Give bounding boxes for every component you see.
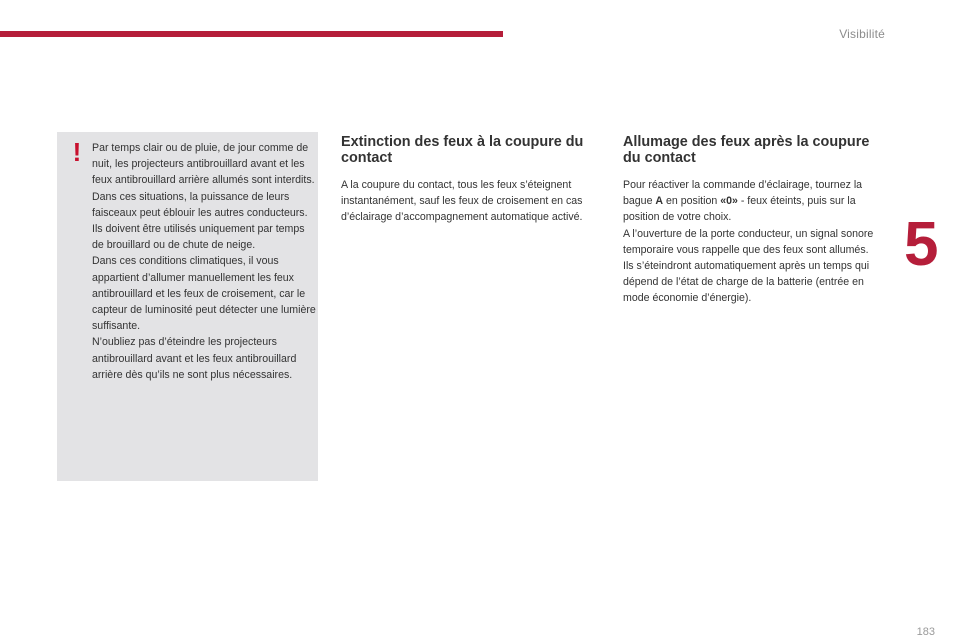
exclamation-icon: ! <box>72 137 82 167</box>
allumage-text: - feux éteints, puis sur la position de votre choix. <box>623 195 856 224</box>
section-title: Visibilité <box>839 27 885 41</box>
allumage-paragraph: A l’ouverture de la porte conducteur, un signal sonore temporaire vous rappelle que des feux sont allumés. <box>623 227 874 256</box>
warning-box <box>57 132 318 481</box>
header-accent-bar <box>0 31 503 37</box>
warning-text <box>92 140 316 383</box>
allumage-text: en position <box>663 195 721 208</box>
page-number: 183 <box>916 626 935 638</box>
warning-paragraph: Dans ces conditions climatiques, il vous appartient d’allumer manuellement les feux antibrouillard et les feux de croisement, car le capteur de luminosité peut détecter une lumière suffisante. <box>92 255 316 333</box>
warning-paragraph: Par temps clair ou de pluie, de jour comme de nuit, les projecteurs antibrouillard avant et les feux antibrouillard arrière allumés sont interdits. Dans ces situations, la puissance de leurs faisceaux peut éblouir les autres conducteurs. Ils doivent être utilisés uniquement par temps de brouillard ou de chute de neige. <box>92 142 315 252</box>
chapter-number: 5 <box>904 210 939 279</box>
warning-paragraph: N’oubliez pas d’éteindre les projecteurs antibrouillard avant et les feux antibrouillard arrière dès qu’ils ne sont plus nécessaires. <box>92 336 297 381</box>
position-label: «0» <box>720 195 738 208</box>
extinction-paragraph: A la coupure du contact, tous les feux s’éteignent instantanément, sauf les feux de croisement en cas d’éclairage d’accompagnement automatique activé. <box>341 179 583 224</box>
allumage-paragraph: Ils s’éteindront automatiquement après un temps qui dépend de l’état de charge de la batterie (entrée en mode économie d’énergie). <box>623 260 870 305</box>
allumage-body <box>623 177 885 307</box>
column-allumage <box>623 134 885 307</box>
column-extinction <box>341 134 597 226</box>
allumage-heading: Allumage des feux après la coupure du contact <box>623 134 870 166</box>
ring-label: A <box>655 195 664 208</box>
extinction-body <box>341 177 597 226</box>
extinction-heading: Extinction des feux à la coupure du contact <box>341 134 584 166</box>
allumage-text: Pour réactiver la commande d’éclairage, tournez la bague <box>623 179 863 208</box>
allumage-paragraph <box>623 177 885 226</box>
